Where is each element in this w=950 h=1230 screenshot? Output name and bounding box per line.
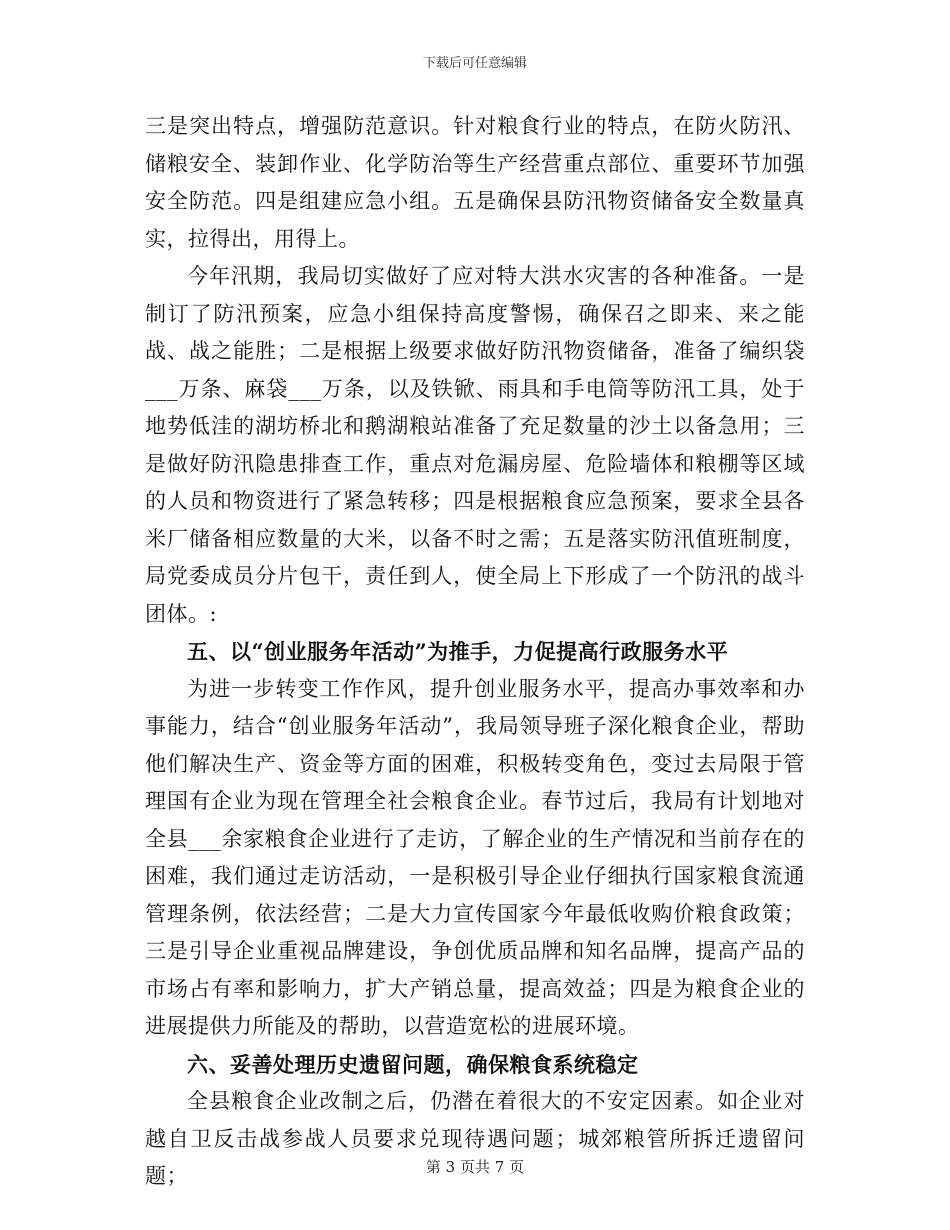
section-heading-6: 六、妥善处理历史遗留问题，确保粮食系统稳定 (187, 1051, 639, 1077)
page-header: 下载后可任意编辑 (422, 56, 527, 71)
paragraph-1: 三是突出特点，增强防范意识。针对粮食行业的特点，在防火防汛、储粮安全、装卸作业、化学防治等生产经营重点部位、重要环节加强安全防范。四是组建应急小组。五是确保县防汛物资储备安全数量真实，拉得出，用得上。 (145, 114, 805, 251)
page-number: 第 3 页共 7 页 (425, 1158, 525, 1176)
section-heading-5: 五、以“创业服务年活动”为推手，力促提高行政服务水平 (187, 639, 729, 664)
document-body (145, 108, 805, 1196)
paragraph-4: 全县粮食企业改制之后，仍潜在着很大的不安定因素。如企业对越自卫反击战参战人员要求兑现待遇问题；城郊粮管所拆迁遗留问题； (145, 1089, 805, 1188)
paragraph-3: 为进一步转变工作作风，提升创业服务水平，提高办事效率和办事能力，结合“创业服务年活动”，我局领导班子深化粮食企业，帮助他们解决生产、资金等方面的困难，积极转变角色，变过去局限于管理国有企业为现在管理全社会粮食企业。春节过后，我局有计划地对全县___余家粮食企业进行了走访，了解企业的生产情况和当前存在的困难，我们通过走访活动，一是积极引导企业仔细执行国家粮食流通管理条例，依法经营；二是大力宣传国家今年最低收购价粮食政策；三是引导企业重视品牌建设，争创优质品牌和知名品牌，提高产品的市场占有率和影响力，扩大产销总量，提高效益；四是为粮食企业的进展提供力所能及的帮助，以营造宽松的进展环境。 (145, 676, 805, 1038)
paragraph-2: 今年汛期，我局切实做好了应对特大洪水灾害的各种准备。一是制订了防汛预案，应急小组保持高度警惕，确保召之即来、来之能战、战之能胜；二是根据上级要求做好防汛物资储备，准备了编织袋___万条、麻袋___万条，以及铁锨、雨具和手电筒等防汛工具，处于地势低洼的湖坊桥北和鹅湖粮站准备了充足数量的沙土以备急用；三是做好防汛隐患排查工作，重点对危漏房屋、危险墙体和粮棚等区域的人员和物资进行了紧急转移；四是根据粮食应急预案，要求全县各米厂储备相应数量的大米，以备不时之需；五是落实防汛值班制度，局党委成员分片包干，责任到人，使全局上下形成了一个防汛的战斗团体。: (145, 264, 805, 626)
